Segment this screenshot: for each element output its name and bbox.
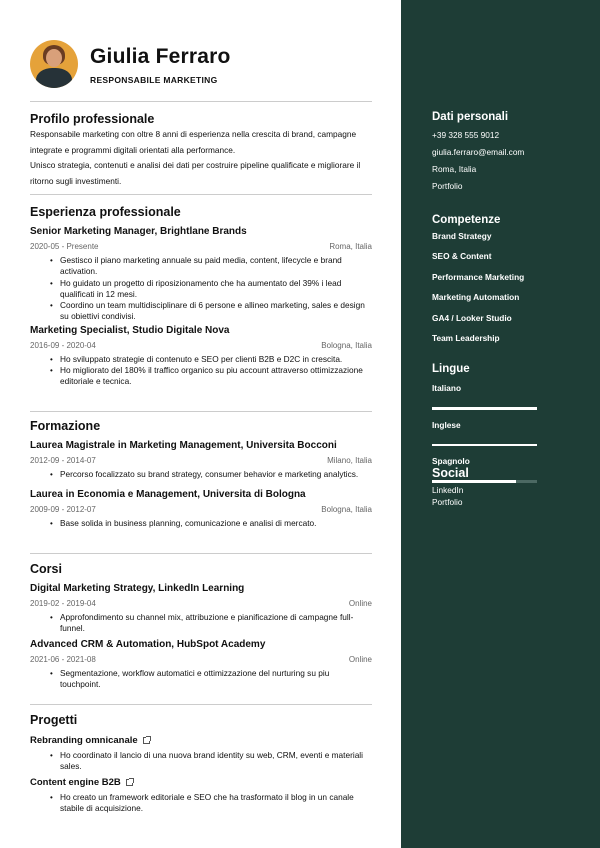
item-location: Bologna, Italia bbox=[321, 505, 372, 515]
sidebar-title: Social bbox=[432, 466, 469, 480]
language-level-fill bbox=[432, 407, 537, 410]
section-title: Corsi bbox=[30, 562, 62, 576]
education-item bbox=[30, 439, 372, 480]
item-location: Milano, Italia bbox=[327, 456, 372, 465]
external-link-icon[interactable] bbox=[143, 737, 150, 744]
language-name: Inglese bbox=[432, 419, 461, 430]
sidebar-title: Lingue bbox=[432, 363, 470, 375]
sidebar bbox=[401, 0, 600, 848]
education-section bbox=[30, 418, 372, 530]
divider bbox=[30, 553, 372, 554]
divider bbox=[30, 704, 372, 705]
language-name: Italiano bbox=[432, 383, 462, 393]
social-link-linkedin[interactable]: LinkedIn bbox=[432, 485, 464, 495]
experience-item bbox=[30, 324, 372, 388]
sidebar-title: Competenze bbox=[432, 214, 501, 226]
avatar bbox=[30, 40, 78, 88]
social-link-portfolio[interactable]: Portfolio bbox=[432, 497, 463, 507]
item-title: Laurea in Economia e Management, Universita di Bologna bbox=[30, 489, 306, 501]
divider bbox=[30, 411, 372, 412]
item-title: Marketing Specialist, Studio Digitale Nova bbox=[30, 324, 230, 336]
list-item: • Ho creato un framework editoriale e SEO che ha trasformato il blog in un canale stabile di acquisizione. bbox=[60, 792, 372, 815]
skill-item: Marketing Automation bbox=[432, 292, 520, 303]
item-dates: 2012-09 - 2014-07 bbox=[30, 456, 96, 465]
portfolio-link[interactable]: Portfolio bbox=[432, 181, 463, 191]
skill-item: GA4 / Looker Studio bbox=[432, 312, 512, 323]
person-role: RESPONSABILE MARKETING bbox=[90, 74, 218, 85]
item-dates: 2019-02 - 2019-04 bbox=[30, 599, 96, 608]
list-item: • Ho guidato un progetto di riposizionamento che ha aumentato del 39% i lead qualificati in 12 mesi. bbox=[60, 278, 372, 301]
projects-section bbox=[30, 712, 372, 814]
item-title: Advanced CRM & Automation, HubSpot Academy bbox=[30, 638, 266, 650]
list-item: • Ho migliorato del 180% il traffico organico su piu account attraverso ottimizzazione editoriale e tecnica. bbox=[60, 365, 372, 388]
item-location: Online bbox=[348, 599, 372, 608]
city: Roma, Italia bbox=[432, 164, 477, 174]
list-item: • Base solida in business planning, comunicazione e analisi di mercato. bbox=[60, 518, 372, 529]
external-link-icon[interactable] bbox=[126, 779, 133, 786]
person-name: Giulia Ferraro bbox=[90, 44, 231, 68]
list-item: • Coordino un team multidisciplinare di 6 persone e allineo marketing, sales e design su obiettivi condivisi. bbox=[60, 300, 372, 323]
project-item bbox=[30, 776, 372, 815]
experience-item bbox=[30, 225, 372, 323]
list-item: • Ho sviluppato strategie di contenuto e SEO per clienti B2B e D2C in crescita. bbox=[60, 354, 372, 365]
profile-text: Responsabile marketing con oltre 8 anni di esperienza nella crescita di brand, campagne integrate e programmi digitali orientati alla performance. bbox=[30, 129, 357, 155]
list-item: • Approfondimento su channel mix, attribuzione e pianificazione di campagne full-funnel. bbox=[60, 612, 372, 635]
item-title: Rebranding omnicanale bbox=[30, 735, 138, 746]
list-item: • Percorso focalizzato su brand strategy, consumer behavior e marketing analytics. bbox=[60, 469, 372, 480]
course-item bbox=[30, 638, 372, 691]
language-level-fill bbox=[432, 444, 537, 447]
email[interactable]: giulia.ferraro@email.com bbox=[432, 147, 525, 157]
project-item bbox=[30, 734, 372, 773]
divider bbox=[30, 194, 372, 195]
item-dates: 2020-05 - Presente bbox=[30, 242, 99, 251]
personal-info bbox=[432, 110, 582, 195]
course-item bbox=[30, 582, 372, 635]
item-title: Laurea Magistrale in Marketing Management, Universita Bocconi bbox=[30, 440, 337, 451]
profile-text: Unisco strategia, contenuti e analisi dei dati per costruire pipeline qualificate e migliorare il ritorno sugli investimenti. bbox=[30, 160, 361, 186]
phone[interactable]: +39 328 555 9012 bbox=[432, 130, 500, 140]
item-title: Digital Marketing Strategy, LinkedIn Learning bbox=[30, 583, 245, 594]
language-level-bar bbox=[432, 444, 537, 447]
item-dates: 2009-09 - 2012-07 bbox=[30, 505, 96, 515]
skill-item: Brand Strategy bbox=[432, 231, 492, 241]
courses-section bbox=[30, 561, 372, 690]
languages bbox=[432, 362, 582, 483]
item-dates: 2021-06 - 2021-08 bbox=[30, 654, 96, 664]
language-name: Spagnolo bbox=[432, 456, 470, 466]
language-item bbox=[432, 419, 582, 447]
language-level-bar bbox=[432, 407, 537, 410]
list-item: • Segmentazione, workflow automatici e ottimizzazione del nurturing su piu touchpoint. bbox=[60, 668, 372, 691]
section-title: Profilo professionale bbox=[30, 112, 155, 126]
sidebar-title: Dati personali bbox=[432, 111, 509, 123]
social bbox=[432, 466, 582, 508]
item-location: Roma, Italia bbox=[329, 242, 372, 251]
item-title: Senior Marketing Manager, Brightlane Brands bbox=[30, 226, 247, 237]
skill-item: Performance Marketing bbox=[432, 271, 525, 282]
section-title: Progetti bbox=[30, 713, 78, 727]
skill-item: SEO & Content bbox=[432, 251, 492, 262]
experience-section bbox=[30, 204, 372, 388]
language-item bbox=[432, 382, 582, 410]
item-title: Content engine B2B bbox=[30, 776, 121, 788]
list-item: • Ho coordinato il lancio di una nuova brand identity su web, CRM, eventi e materiali sales. bbox=[60, 750, 372, 773]
section-title: Formazione bbox=[30, 419, 101, 433]
profile-section bbox=[30, 111, 372, 189]
resume-header bbox=[30, 40, 231, 88]
divider bbox=[30, 101, 372, 102]
education-item bbox=[30, 488, 372, 529]
section-title: Esperienza professionale bbox=[30, 205, 181, 219]
skill-item: Team Leadership bbox=[432, 333, 500, 344]
skills bbox=[432, 213, 582, 348]
list-item: • Gestisco il piano marketing annuale su paid media, content, lifecycle e brand activation. bbox=[60, 255, 372, 278]
item-dates: 2016-09 - 2020-04 bbox=[30, 340, 96, 350]
item-location: Online bbox=[348, 654, 372, 664]
item-location: Bologna, Italia bbox=[321, 340, 372, 350]
